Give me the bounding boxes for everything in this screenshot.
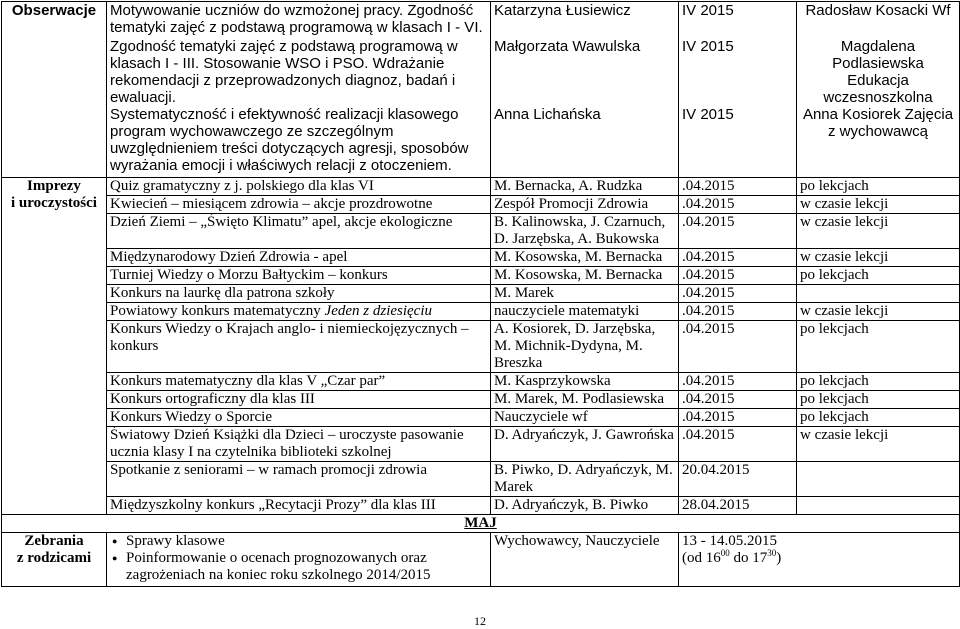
table-row [2,106,960,178]
time-cell: w czasie lekcji [797,303,960,321]
table-row [2,249,960,267]
time-cell [797,285,960,303]
date-cell: .04.2015 [679,285,797,303]
organizer-cell: M. Kasprzykowska [491,373,679,391]
organizer-cell: nauczyciele matematyki [491,303,679,321]
date-cell: .04.2015 [679,409,797,427]
meeting-date-cell [679,533,960,587]
time-cell: po lekcjach [797,409,960,427]
event-cell: Spotkanie z seniorami – w ramach promocji zdrowia [107,462,491,497]
event-cell: Quiz gramatyczny z j. polskiego dla klas VI [107,178,491,196]
table-row [2,515,960,533]
list-item: ● Poinformowanie o ocenach prognozowanych oraz zagrożeniach na koniec roku szkolnego 2014/2015 [126,550,487,584]
event-cell: Międzynarodowy Dzień Zdrowia - apel [107,249,491,267]
time-cell [797,462,960,497]
time-cell: po lekcjach [797,178,960,196]
organizer-cell: Zespół Promocji Zdrowia [491,196,679,214]
table-row [2,409,960,427]
date-cell: .04.2015 [679,267,797,285]
event-cell: Konkurs Wiedzy o Krajach anglo- i niemieckojęzycznych – konkurs [107,321,491,373]
table-row [2,533,960,587]
table-row [2,373,960,391]
organizer-cell: M. Marek [491,285,679,303]
organizer-cell: M. Marek, M. Podlasiewska [491,391,679,409]
organizer-cell: M. Kosowska, M. Bernacka [491,267,679,285]
plan-table [1,1,960,587]
event-cell [107,303,491,321]
date-cell: .04.2015 [679,427,797,462]
meeting-topics-cell [107,533,491,587]
date-cell: .04.2015 [679,321,797,373]
date-cell: .04.2015 [679,196,797,214]
table-row [2,196,960,214]
date-cell: 28.04.2015 [679,497,797,515]
task-cell: Motywowanie uczniów do wzmożonej pracy. Zgodność tematyki zajęć z podstawą programową w klasach I - VI. [107,2,491,38]
category-meetings-line1: Zebrania [24,533,84,549]
hours-prefix: (od 16 [682,550,721,566]
time-cell: w czasie lekcji [797,249,960,267]
hours-mid: do 17 [729,550,768,566]
task-cell: Zgodność tematyki zajęć z podstawą programową w klasach I - III. Stosowanie WSO i PSO. Wdrażanie rekomendacji z przeprowadzonych diagnoz, badań i ewaluacji. [107,38,491,106]
hours-suffix: ) [776,550,782,566]
date-cell: 20.04.2015 [679,462,797,497]
date-cell: .04.2015 [679,178,797,196]
date-cell: IV 2015 [679,2,797,38]
date-cell: .04.2015 [679,373,797,391]
time-cell: po lekcjach [797,321,960,373]
list-item: ● Sprawy klasowe [126,533,487,550]
table-row [2,427,960,462]
meeting-hours [682,550,956,567]
meeting-dates: 13 - 14.05.2015 [682,533,777,549]
event-cell: Kwiecień – miesiącem zdrowia – akcje prozdrowotne [107,196,491,214]
organizer-cell: M. Kosowska, M. Bernacka [491,249,679,267]
table-row [2,38,960,106]
observed-cell: Magdalena Podlasiewska Edukacja wczesnoszkolna [797,38,960,106]
table-row [2,462,960,497]
time-cell: w czasie lekcji [797,427,960,462]
meeting-topics-list [110,533,487,584]
hours-minutes-end: 30 [767,548,777,558]
event-text: Powiatowy konkurs matematyczny [110,303,325,319]
table-row [2,303,960,321]
table-row [2,497,960,515]
date-cell: .04.2015 [679,303,797,321]
table-row [2,178,960,196]
event-cell: Światowy Dzień Książki dla Dzieci – uroczyste pasowanie ucznia klasy I na czytelnika biblioteki szkolnej [107,427,491,462]
time-cell: po lekcjach [797,391,960,409]
event-cell: Konkurs matematyczny dla klas V „Czar par” [107,373,491,391]
organizer-cell: B. Piwko, D. Adryańczyk, M. Marek [491,462,679,497]
organizer-cell: B. Kalinowska, J. Czarnuch, D. Jarzębska, A. Bukowska [491,214,679,249]
observed-cell: Anna Kosiorek Zajęcia z wychowawcą [797,106,960,178]
date-cell: .04.2015 [679,214,797,249]
event-cell: Międzyszkolny konkurs „Recytacji Prozy” dla klas III [107,497,491,515]
organizer-cell: Wychowawcy, Nauczyciele [491,533,679,587]
category-meetings-line2: z rodzicami [16,550,92,566]
category-events [2,178,107,515]
month-header: MAJ [2,515,960,533]
date-cell: IV 2015 [679,38,797,106]
observer-cell: Katarzyna Łusiewicz [491,2,679,38]
hours-minutes-start: 00 [720,548,730,558]
category-parent-meetings [2,533,107,587]
category-events-line2: i uroczystości [11,195,97,211]
category-events-line1: Imprezy [27,178,81,194]
table-row [2,267,960,285]
time-cell [797,497,960,515]
event-cell: Turniej Wiedzy o Morzu Bałtyckim – konkurs [107,267,491,285]
table-row [2,391,960,409]
organizer-cell: Nauczyciele wf [491,409,679,427]
table-row [2,214,960,249]
table-row [2,321,960,373]
time-cell: po lekcjach [797,373,960,391]
date-cell: .04.2015 [679,391,797,409]
table-row [2,285,960,303]
time-cell: po lekcjach [797,267,960,285]
organizer-cell: D. Adryańczyk, B. Piwko [491,497,679,515]
observer-cell: Małgorzata Wawulska [491,38,679,106]
time-cell: w czasie lekcji [797,196,960,214]
event-cell: Konkurs Wiedzy o Sporcie [107,409,491,427]
organizer-cell: M. Bernacka, A. Rudzka [491,178,679,196]
event-cell: Konkurs ortograficzny dla klas III [107,391,491,409]
task-cell: Systematyczność i efektywność realizacji klasowego program wychowawczego ze szczególnym uwzględnieniem treści dotyczących agresji, sposobów wyrażania emocji i właściwych relacji z otoczeniem. [107,106,491,178]
observed-cell: Radosław Kosacki Wf [797,2,960,38]
date-cell: .04.2015 [679,249,797,267]
category-observations: Obserwacje [2,2,107,178]
organizer-cell: A. Kosiorek, D. Jarzębska, M. Michnik-Dydyna, M. Breszka [491,321,679,373]
page-number: 12 [474,614,486,628]
time-cell: w czasie lekcji [797,214,960,249]
date-cell: IV 2015 [679,106,797,178]
organizer-cell: D. Adryańczyk, J. Gawrońska [491,427,679,462]
event-cell: Konkurs na laurkę dla patrona szkoły [107,285,491,303]
event-cell: Dzień Ziemi – „Święto Klimatu” apel, akcje ekologiczne [107,214,491,249]
table-row [2,2,960,38]
event-title-italic: Jeden z dziesięciu [324,303,433,319]
observer-cell: Anna Lichańska [491,106,679,178]
